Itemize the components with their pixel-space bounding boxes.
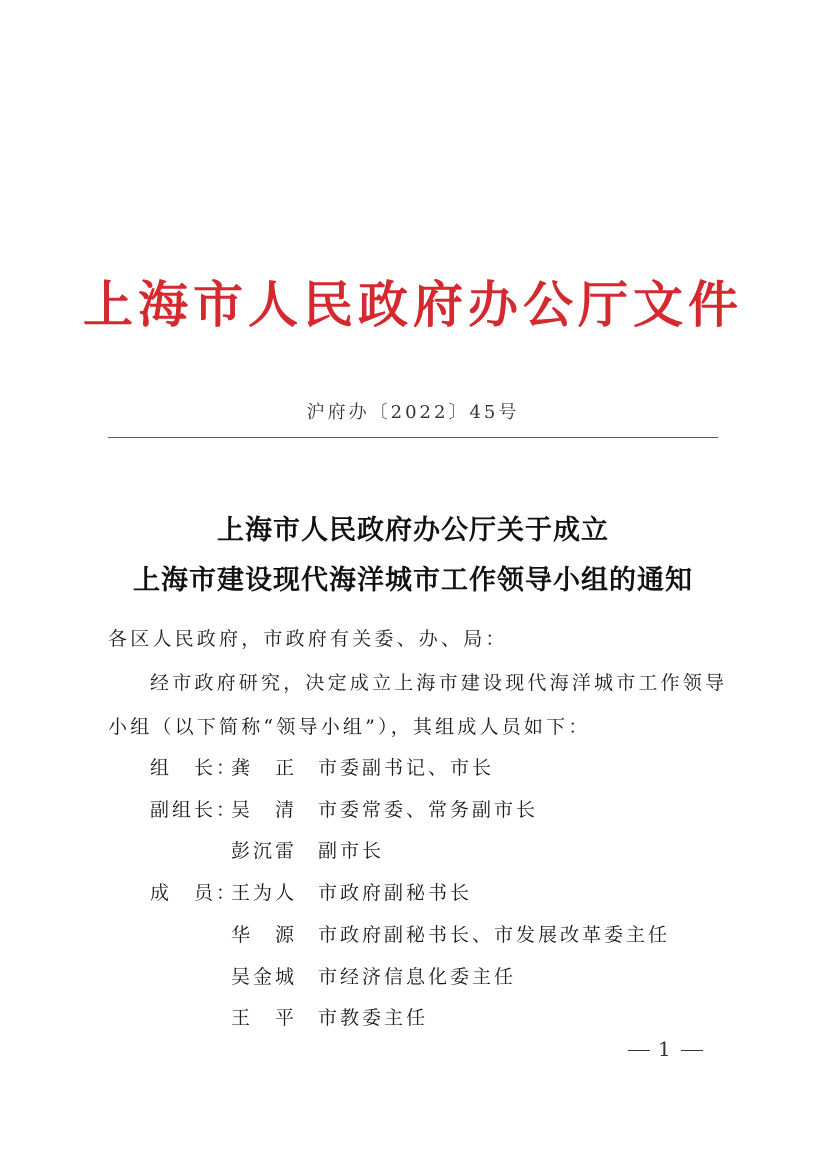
paragraph-line-1: 经市政府研究，决定成立上海市建设现代海洋城市工作领导 (150, 672, 728, 694)
roster-role: 组 长： (150, 757, 239, 779)
page-number: 1 (658, 1037, 673, 1061)
roster-position: 市经济信息化委主任 (318, 966, 517, 988)
red-divider-line (108, 437, 718, 438)
notice-title-line2: 上海市建设现代海洋城市工作领导小组的通知 (133, 565, 693, 596)
paragraph-line-2: 小组（以下简称“领导小组”），其组成人员如下： (108, 716, 591, 738)
roster-name: 华 源 (231, 924, 298, 946)
dash-left-icon (628, 1050, 650, 1051)
document-number: 沪府办〔2022〕45号 (306, 402, 520, 423)
roster-name: 吴 清 (231, 799, 298, 821)
roster-role: 成 员： (150, 882, 239, 904)
dash-right-icon (681, 1050, 703, 1051)
roster-name: 吴金城 (231, 966, 298, 988)
roster-name: 龚 正 (231, 757, 298, 779)
roster-name: 王为人 (231, 882, 298, 904)
roster-position: 副市长 (318, 840, 385, 862)
roster-position: 市委副书记、市长 (318, 757, 495, 779)
roster-role: 副组长： (150, 799, 239, 821)
roster-position: 市政府副秘书长、市发展改革委主任 (318, 924, 671, 946)
roster-position: 市政府副秘书长 (318, 882, 473, 904)
roster-name: 王 平 (231, 1007, 298, 1029)
notice-title-line1: 上海市人民政府办公厅关于成立 (217, 515, 609, 546)
roster-position: 市委常委、常务副市长 (318, 799, 539, 821)
roster-position: 市教委主任 (318, 1007, 429, 1029)
roster-name: 彭沉雷 (231, 840, 298, 862)
salutation: 各区人民政府，市政府有关委、办、局： (108, 628, 508, 650)
page-number-footer (620, 1037, 711, 1061)
masthead-title: 上海市人民政府办公厅文件 (83, 275, 743, 334)
